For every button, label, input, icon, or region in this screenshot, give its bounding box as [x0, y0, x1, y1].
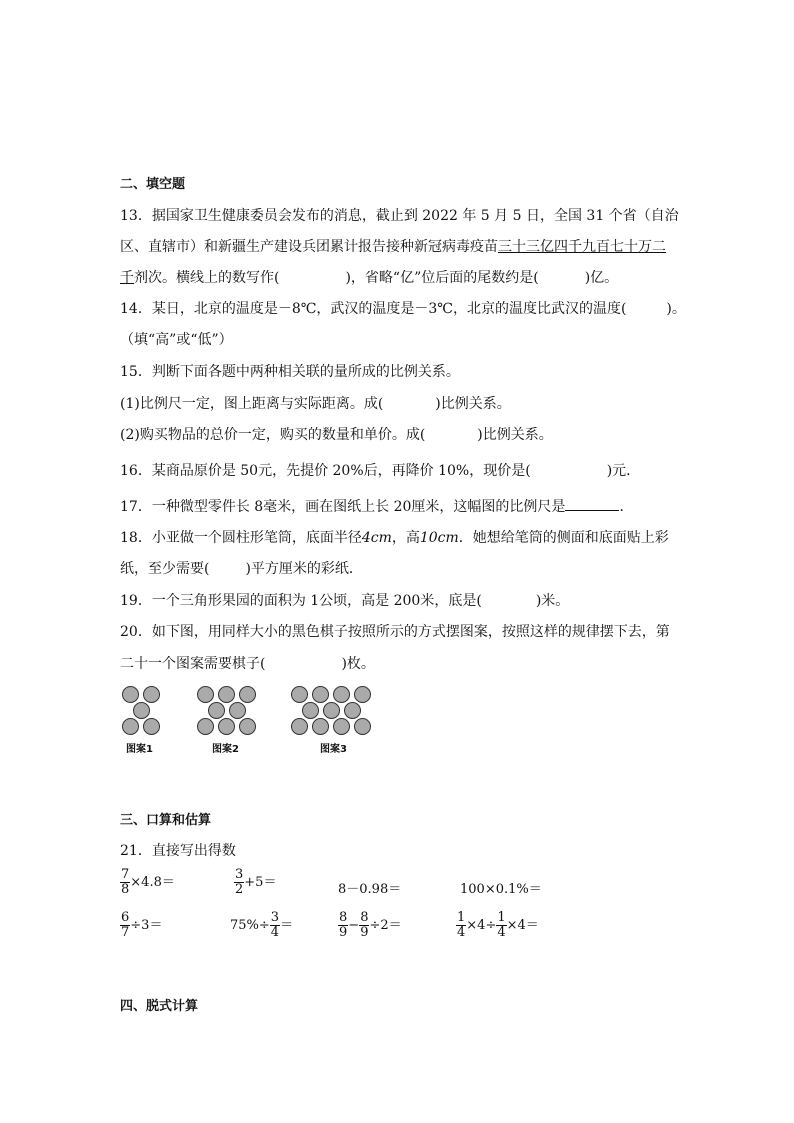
calc-r2-c1	[120, 911, 162, 940]
q18-line1	[120, 528, 669, 548]
calc-r1-c4: 100×0.1%＝	[460, 882, 542, 897]
pattern1-piece	[133, 702, 150, 719]
pattern2-piece	[239, 686, 256, 703]
fraction: $\frac{8}{9}$	[339, 910, 348, 940]
fraction: $\frac{7}{8}$	[121, 867, 130, 897]
pattern3-piece	[312, 718, 329, 735]
calc-r2-c3	[338, 911, 402, 940]
q13-text: 区、直辖市）和新疆生产建设兵团累计报告接种新冠病毒疫苗	[120, 239, 498, 255]
pattern2-piece	[197, 686, 214, 703]
calc-r2-c2	[230, 911, 293, 940]
pattern3-piece	[312, 686, 329, 703]
pattern2-label: 图案2	[212, 744, 239, 755]
q15-line1: 15．判断下面各题中两种相关联的量所成的比例关系。	[120, 364, 460, 380]
q13-line2	[120, 237, 666, 257]
pattern1-piece	[122, 718, 139, 735]
calc-text: ÷2＝	[369, 918, 402, 933]
q19-text: 19．一个三角形果园的面积为 1公顷，高是 200米，底是(	[120, 593, 482, 609]
pattern1-piece	[143, 718, 160, 735]
pattern3-piece	[291, 718, 308, 735]
pattern3-piece	[344, 702, 361, 719]
pattern1-piece	[143, 686, 160, 703]
fraction: $\frac{6}{7}$	[121, 910, 130, 940]
pattern3-piece	[323, 702, 340, 719]
pattern2-piece	[229, 702, 246, 719]
q18-text-b: ，高	[391, 530, 420, 546]
fraction: $\frac{8}{9}$	[360, 910, 369, 940]
q20-text: 二十一个图案需要棋子(	[120, 656, 266, 672]
pattern2-piece	[218, 718, 235, 735]
q16	[120, 461, 640, 481]
q14-line1	[120, 299, 686, 319]
q20-line2	[120, 654, 375, 674]
q21-title: 21．直接写出得数	[120, 843, 236, 859]
calc-text: ×4＝	[506, 918, 539, 933]
q17-text: 17．一种微型零件长 8毫米，画在图纸上长 20厘米，这幅图的比例尺是	[120, 499, 566, 515]
q18-height: 10cm	[419, 530, 459, 546]
q17-text-end: ．	[619, 499, 634, 515]
q13-text-c: )亿。	[584, 270, 619, 286]
pattern3-piece	[302, 702, 319, 719]
q14-text-end: )。	[666, 301, 686, 317]
pattern1-piece	[122, 686, 139, 703]
q15-2-text-end: )比例关系。	[477, 427, 553, 443]
q18-text-c: ．她想给笔筒的侧面和底面贴上彩	[458, 530, 669, 546]
q20-text-end: )枚。	[341, 656, 375, 672]
calc-text: −	[348, 918, 360, 933]
calc-r1-c1	[120, 868, 175, 897]
section-title-step-calc: 四、脱式计算	[120, 999, 199, 1014]
fraction: $\frac{3}{2}$	[235, 867, 244, 897]
q18-text-a: 18．小亚做一个圆柱形笔筒，底面半径	[120, 530, 362, 546]
section-title-fill-blank: 二、填空题	[120, 177, 186, 192]
pattern2-piece	[218, 686, 235, 703]
q17-answer-line[interactable]	[565, 496, 619, 511]
pattern2-piece	[208, 702, 225, 719]
calc-text: +5＝	[244, 875, 277, 890]
fraction: $\frac{1}{4}$	[457, 910, 466, 940]
q14-text: 14．某日，北京的温度是－8℃，武汉的温度是－3℃，北京的温度比武汉的温度(	[120, 301, 627, 317]
calc-r1-c3: 8－0.98＝	[338, 882, 402, 897]
q15-line2	[120, 394, 511, 414]
pattern2-piece	[197, 718, 214, 735]
fraction: $\frac{1}{4}$	[497, 910, 506, 940]
pattern3-piece	[333, 718, 350, 735]
calc-text: 75%÷	[230, 918, 270, 933]
q18-radius: 4cm	[361, 530, 392, 546]
calc-r1-c2	[234, 868, 276, 897]
q15-2-text: (2)购买物品的总价一定，购买的数量和单价。成(	[120, 427, 426, 443]
q19-text-end: )米。	[535, 593, 570, 609]
q15-line3	[120, 425, 553, 445]
q15-1-text: (1)比例尺一定，图上距离与实际距离。成(	[120, 396, 384, 412]
q13-line1: 13．据国家卫生健康委员会发布的消息，截止到 2022 年 5 月 5 日，全国 31 个省（自治	[120, 208, 679, 224]
calc-r2-c4	[456, 911, 539, 940]
q18-text-d: 纸，至少需要(	[120, 561, 210, 577]
section-title-mental-math: 三、口算和估算	[120, 813, 212, 828]
fraction: $\frac{3}{4}$	[270, 910, 280, 940]
pattern1-label: 图案1	[126, 744, 153, 755]
q18-line2	[120, 559, 363, 579]
pattern2-piece	[239, 718, 256, 735]
pattern3-piece	[333, 686, 350, 703]
calc-text: ×4.8＝	[130, 875, 175, 890]
q13-underlined-number: 三十三亿四千九百七十万二	[498, 239, 666, 255]
q13-text-a: 剂次。横线上的数写作(	[134, 270, 280, 286]
pattern3-piece	[354, 718, 371, 735]
q16-text-end: )元．	[606, 463, 641, 479]
q19	[120, 591, 569, 611]
q14-line2: （填“高”或“低”）	[120, 332, 233, 348]
q18-text-e: )平方厘米的彩纸．	[245, 561, 363, 577]
q17	[120, 496, 633, 517]
q20-line1: 20．如下图，用同样大小的黑色棋子按照所示的方式摆图案，按照这样的规律摆下去，第	[120, 624, 670, 640]
q15-1-text-end: )比例关系。	[435, 396, 511, 412]
pattern3-piece	[291, 686, 308, 703]
calc-text: ×4÷	[466, 918, 497, 933]
calc-text: ÷3＝	[130, 918, 163, 933]
q13-line3	[120, 268, 618, 288]
q13-underlined-number-end: 千	[120, 270, 134, 286]
pattern3-label: 图案3	[320, 744, 347, 755]
q16-text: 16．某商品原价是 50元，先提价 20%后，再降价 10%，现价是(	[120, 463, 531, 479]
pattern3-piece	[354, 686, 371, 703]
calc-text: ＝	[280, 918, 294, 933]
q13-text-b: )，省略“亿”位后面的尾数约是(	[345, 270, 539, 286]
